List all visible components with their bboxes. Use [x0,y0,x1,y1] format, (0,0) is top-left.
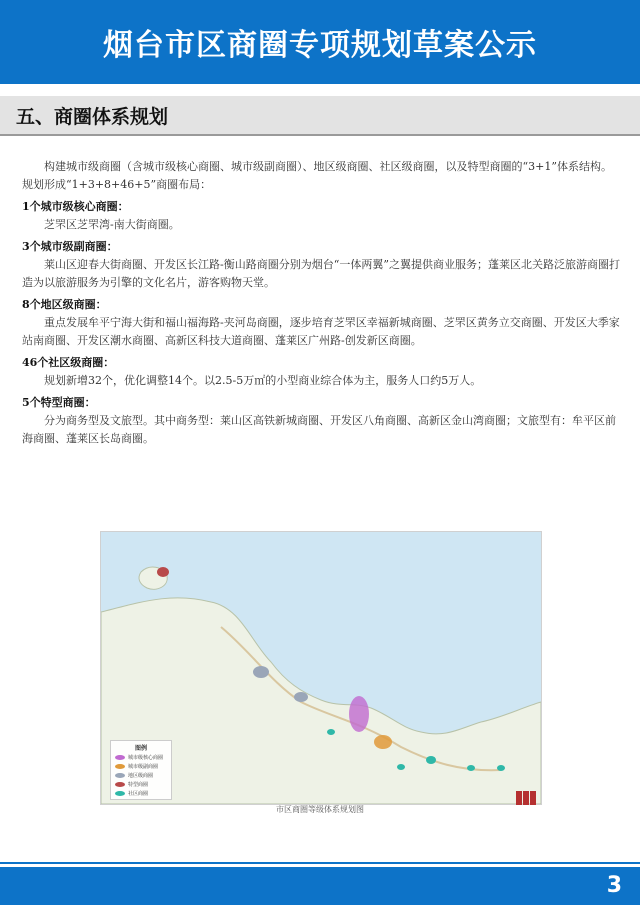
regional-district-marker [294,692,308,702]
special-district-marker [157,567,169,577]
legend-label: 城市级核心商圈 [128,755,164,761]
footer-divider [0,862,640,864]
regional-districts-paragraph: 重点发展牟平宁海大街和福山福海路-夹河岛商圈，逐步培育芝罘区幸福新城商圈、芝罘区黄务立交商圈、开发区大季家站南商圈、开发区潮水商圈、高新区科技大道商圈、蓬莱区广州路-创发新区商圈。 [22,316,620,347]
legend-item [115,754,167,761]
heading-special-districts: 5个特型商圈： [22,396,96,409]
section-heading: 五、商圈体系规划 [16,106,169,128]
legend-swatch [115,782,125,787]
legend-swatch [115,791,125,796]
heading-community-districts: 46个社区级商圈： [22,356,115,369]
community-district-marker [426,756,436,764]
community-district-marker [467,765,475,771]
intro-paragraph: 构建城市级商圈（含城市级核心商圈、城市级副商圈）、地区级商圈、社区级商圈，以及特型商圈的“3+1”体系结构。规划形成“1+3+8+46+5”商圈布局： [22,160,612,191]
legend-title: 图例 [134,745,147,752]
page-header [0,0,640,84]
community-district-marker [327,729,335,735]
community-district-marker [397,764,405,770]
legend-item [115,781,167,788]
page-title: 烟台市区商圈专项规划草案公示 [103,28,537,63]
sub-districts-paragraph: 莱山区迎春大街商圈、开发区长江路-衡山路商圈分别为烟台“一体两翼”之翼提供商业服务；蓬莱区北关路泛旅游商圈打造为以旅游服务为引擎的文化名片，游客购物天堂。 [22,258,620,289]
special-districts-paragraph: 分为商务型及文旅型。其中商务型：莱山区高铁新城商圈、开发区八角商圈、高新区金山湾商圈；文旅型有：牟平区前海商圈、蓬莱区长岛商圈。 [22,414,616,445]
legend-label: 社区商圈 [128,791,149,797]
legend-swatch [115,755,125,760]
legend-label: 城市级副商圈 [128,764,159,770]
page-number: 3 [606,873,622,898]
community-district-marker [497,765,505,771]
sub-district-marker [374,735,392,749]
section-heading-bar [0,96,640,136]
page-footer [0,867,640,905]
legend-item [115,790,167,797]
heading-core-district: 1个城市级核心商圈： [22,200,129,213]
legend-swatch [115,764,125,769]
heading-regional-districts: 8个地区级商圈： [22,298,107,311]
heading-sub-districts: 3个城市级副商圈： [22,240,118,253]
legend-label: 特型商圈 [128,782,149,788]
core-district-marker [349,696,369,732]
legend-item [115,772,167,779]
document-body [22,158,622,452]
map-legend [110,740,172,800]
legend-item [115,763,167,770]
map-caption: 市区商圈等级体系规划图 [276,805,364,814]
regional-district-marker [253,666,269,678]
legend-label: 地区级商圈 [128,773,154,779]
core-district-paragraph: 芝罘区芝罘湾-南大街商圈。 [44,218,180,231]
community-districts-paragraph: 规划新增32个，优化调整14个。以2.5-5万㎡的小型商业综合体为主，服务人口约5万人。 [44,374,482,387]
legend-swatch [115,773,125,778]
